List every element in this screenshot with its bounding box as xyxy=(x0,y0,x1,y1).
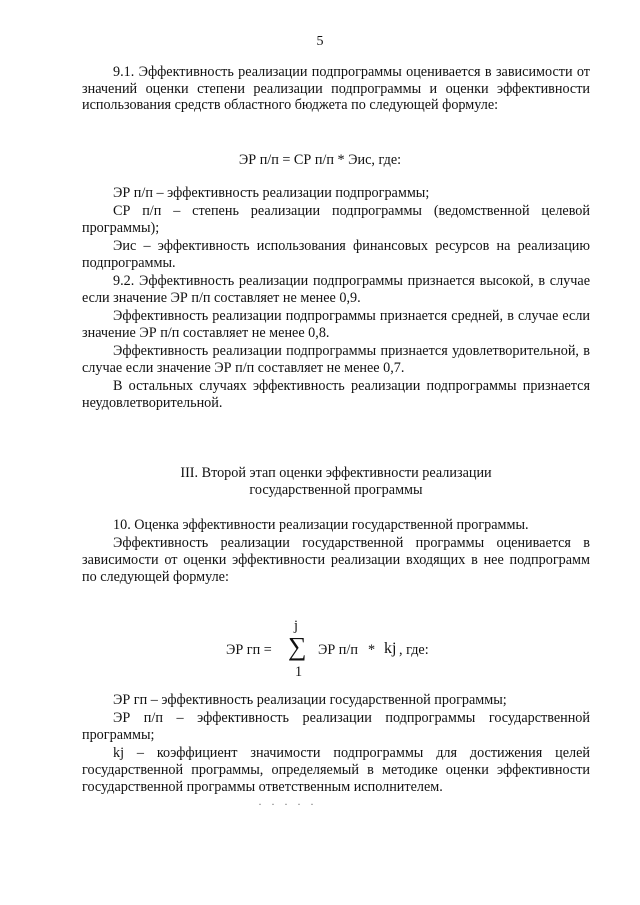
definition-er-gp: ЭР гп – эффективность реализации государственной программы; xyxy=(113,692,507,708)
definition-er-pp-2: ЭР п/п – эффективность реализации подпрограммы государственной программы; xyxy=(82,710,590,743)
definition-kj: kj – коэффициент значимости подпрограммы для достижения целей государственной программы, определяемый в методике оценки эффективности государственной программы ответственным исполнителем. xyxy=(82,745,590,795)
paragraph-9-2: 9.2. Эффективность реализации подпрограммы признается высокой, в случае если значение ЭР п/п составляет не менее 0,9. xyxy=(82,273,590,306)
definition-sr-pp: СР п/п – степень реализации подпрограммы (ведомственной целевой программы); xyxy=(82,203,590,236)
paragraph-medium: Эффективность реализации подпрограммы признается средней, в случае если значение ЭР п/п составляет не менее 0,8. xyxy=(82,308,590,341)
formula-k: kj xyxy=(384,640,397,657)
formula-er-gp xyxy=(0,618,640,684)
heading-line-2: государственной программы xyxy=(249,482,423,498)
scan-artifact: · · · · · xyxy=(258,797,317,811)
section-heading xyxy=(82,465,590,499)
definition-er-pp: ЭР п/п – эффективность реализации подпрограммы; xyxy=(113,185,430,201)
section-9-intro xyxy=(82,64,590,116)
heading-line-1: III. Второй этап оценки эффективности реализации xyxy=(180,465,492,481)
definition-eis: Эис – эффективность использования финансовых ресурсов на реализацию подпрограммы. xyxy=(82,238,590,271)
formula-er-pp: ЭР п/п = СР п/п * Эис, где: xyxy=(238,152,402,168)
paragraph-10: 10. Оценка эффективности реализации государственной программы. xyxy=(113,517,529,533)
paragraph-9-1: 9.1. Эффективность реализации подпрограммы оценивается в зависимости от значений оценки степени реализации подпрограммы и оценки эффективности использования средств областного бюджета по следующей формуле: xyxy=(82,64,590,114)
sum-sign: ∑ xyxy=(288,632,307,661)
section-9-body xyxy=(82,185,590,413)
sum-lower-limit: 1 xyxy=(295,664,303,680)
paragraph-unsatisfactory: В остальных случаях эффективность реализации подпрограммы признается неудовлетворительной. xyxy=(82,378,590,411)
page-number: 5 xyxy=(316,34,324,49)
paragraph-satisfactory: Эффективность реализации подпрограммы признается удовлетворительной, в случае если значение ЭР п/п составляет не менее 0,7. xyxy=(82,343,590,376)
formula-mult: * xyxy=(368,642,376,658)
paragraph-10-formula-intro: Эффективность реализации государственной программы оценивается в зависимости от оценки эффективности реализации входящих в нее подпрограмм по следующей формуле: xyxy=(82,535,590,585)
formula-tail: , где: xyxy=(399,642,429,658)
section-10-definitions xyxy=(82,692,590,797)
formula-term: ЭР п/п xyxy=(318,642,358,658)
sum-upper-limit: j xyxy=(294,618,298,634)
formula-lhs: ЭР гп = xyxy=(226,642,272,658)
section-10-intro xyxy=(82,517,590,587)
